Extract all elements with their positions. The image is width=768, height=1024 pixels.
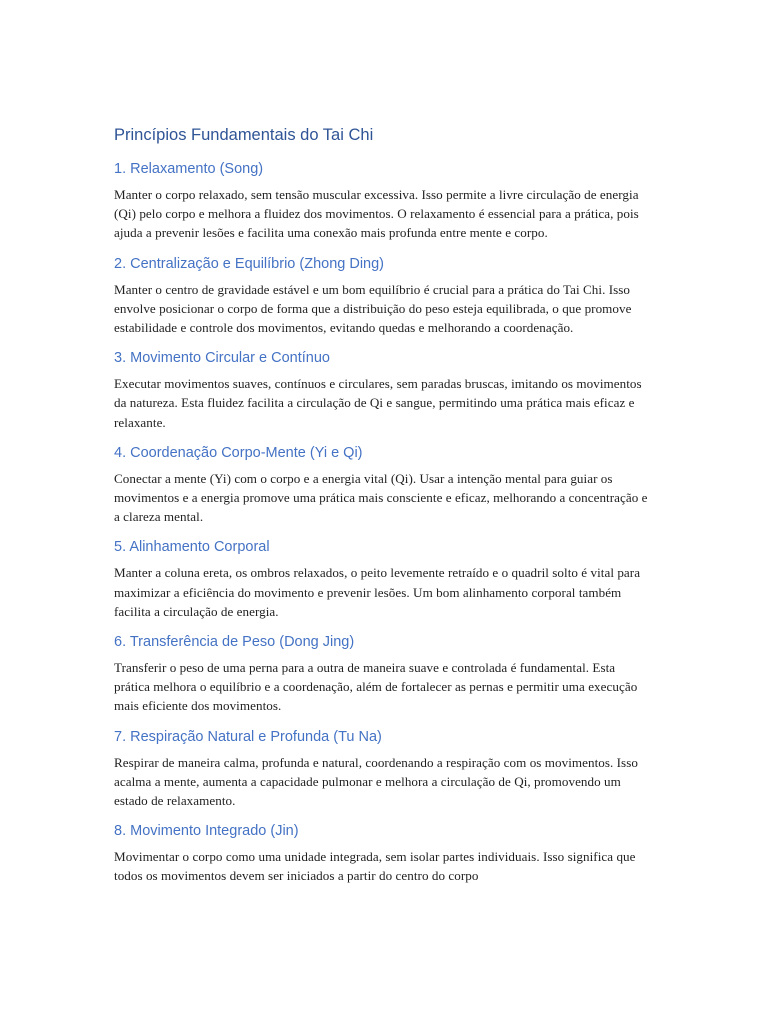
section-body: Manter a coluna ereta, os ombros relaxados, o peito levemente retraído e o quadril solto é vital para maximizar a eficiência do movimento e prevenir lesões. Um bom alinhamento corporal também facilita a circulação de energia. xyxy=(114,565,641,619)
section-transferencia xyxy=(114,633,650,716)
section-heading: 1. Relaxamento (Song) xyxy=(114,161,264,177)
section-heading: 7. Respiração Natural e Profunda (Tu Na) xyxy=(114,728,382,745)
section-body: Transferir o peso de uma perna para a outra de maneira suave e controlada é fundamental. Esta prática melhora o equilíbrio e a coordenação, além de fortalecer as pernas e permitir uma execução mais eficiente dos movimentos. xyxy=(114,660,638,714)
section-body: Executar movimentos suaves, contínuos e circulares, sem paradas bruscas, imitando os movimentos da natureza. Esta fluidez facilita a circulação de Qi e sangue, permitindo uma prática mais eficaz e relaxante. xyxy=(114,376,642,430)
section-coordenacao xyxy=(114,444,650,527)
document-page xyxy=(114,124,650,898)
section-body: Movimentar o corpo como uma unidade integrada, sem isolar partes individuais. Isso significa que todos os movimentos devem ser iniciados a partir do centro do corpo xyxy=(114,849,636,884)
section-body: Respirar de maneira calma, profunda e natural, coordenando a respiração com os movimentos. Isso acalma a mente, aumenta a capacidade pulmonar e melhora a circulação de Qi, promovendo um estado de relaxamento. xyxy=(114,754,638,809)
section-alinhamento xyxy=(114,538,650,621)
section-centralizacao xyxy=(114,255,650,338)
section-respiracao xyxy=(114,728,650,811)
section-heading: 4. Coordenação Corpo-Mente (Yi e Qi) xyxy=(114,444,363,461)
section-heading: 3. Movimento Circular e Contínuo xyxy=(114,350,330,367)
section-body: Manter o corpo relaxado, sem tensão muscular excessiva. Isso permite a livre circulação de energia (Qi) pelo corpo e melhora a fluidez dos movimentos. O relaxamento é essencial para a prática, pois ajuda a prevenir lesões e facilita uma conexão mais profunda entre mente e corpo. xyxy=(114,187,639,241)
section-heading: 2. Centralização e Equilíbrio (Zhong Ding) xyxy=(114,255,384,272)
section-movimento-circular xyxy=(114,349,650,432)
section-movimento-integrado xyxy=(114,822,650,885)
section-body: Conectar a mente (Yi) com o corpo e a energia vital (Qi). Usar a intenção mental para guiar os movimentos e a energia promove uma prática mais consciente e eficaz, melhorando a concentração e a clareza mental. xyxy=(114,470,648,525)
section-heading: 8. Movimento Integrado (Jin) xyxy=(114,823,299,840)
section-heading: 5. Alinhamento Corporal xyxy=(114,539,270,556)
section-body: Manter o centro de gravidade estável e um bom equilíbrio é crucial para a prática do Tai Chi. Isso envolve posicionar o corpo de forma que a distribuição do peso esteja equilibrada, o que promove estabilidade e controle dos movimentos, evitando quedas e melhorando a coordenação. xyxy=(114,281,632,336)
section-heading: 6. Transferência de Peso (Dong Jing) xyxy=(114,634,355,651)
document-title: Princípios Fundamentais do Tai Chi xyxy=(114,126,374,144)
section-relaxamento xyxy=(114,160,650,243)
